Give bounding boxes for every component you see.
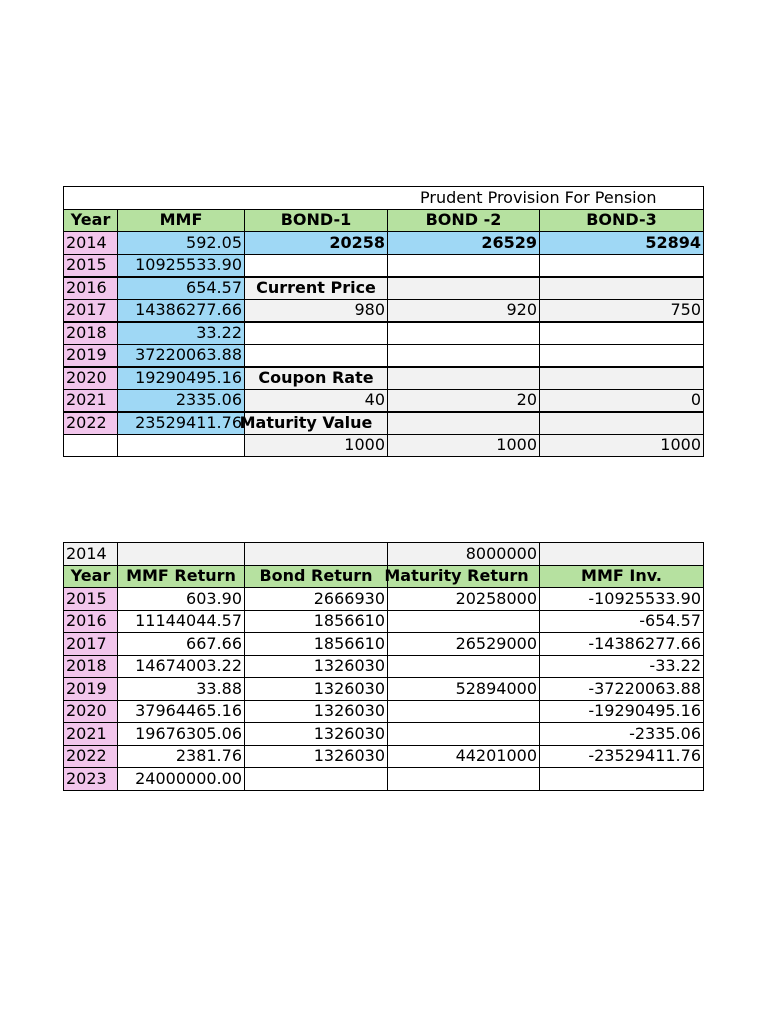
empty-cell[interactable]: [118, 434, 245, 457]
year-cell[interactable]: 2019: [64, 678, 118, 701]
bond-1-maturity-cell[interactable]: 1000: [245, 434, 388, 457]
mmf-return-cell[interactable]: 33.88: [118, 678, 245, 701]
header-bond-2[interactable]: BOND -2: [388, 209, 540, 232]
year-cell[interactable]: 2018: [64, 322, 118, 345]
table-row: [64, 655, 704, 678]
mmf-cell[interactable]: 37220063.88: [118, 344, 245, 367]
mmf-inv-cell[interactable]: -33.22: [540, 655, 704, 678]
table-row: [64, 277, 704, 300]
empty-cell[interactable]: [245, 543, 388, 566]
table-row: [64, 723, 704, 746]
empty-cell[interactable]: [540, 412, 704, 435]
table-row: [64, 412, 704, 435]
table-row: [64, 745, 704, 768]
mmf-inv-cell[interactable]: -654.57: [540, 610, 704, 633]
header-bond-3[interactable]: BOND-3: [540, 209, 704, 232]
year-cell[interactable]: 2021: [64, 723, 118, 746]
header-maturity-return-text: Maturity Return: [384, 566, 529, 586]
header-year[interactable]: Year: [64, 565, 118, 588]
header-mmf-inv[interactable]: MMF Inv.: [540, 565, 704, 588]
year-cell[interactable]: 2016: [64, 277, 118, 300]
header-bond-1[interactable]: BOND-1: [245, 209, 388, 232]
bond-2-coupon-cell[interactable]: 20: [388, 389, 540, 412]
table-row: [64, 434, 704, 457]
mmf-inv-cell[interactable]: -23529411.76: [540, 745, 704, 768]
header-mmf-return[interactable]: MMF Return: [118, 565, 245, 588]
mmf-cell[interactable]: 10925533.90: [118, 254, 245, 277]
maturity-return-cell[interactable]: [388, 700, 540, 723]
mmf-inv-cell[interactable]: -37220063.88: [540, 678, 704, 701]
bond-2-face-cell[interactable]: 26529: [388, 232, 540, 255]
table-row: [64, 610, 704, 633]
table-row: [64, 232, 704, 255]
empty-cell[interactable]: [388, 412, 540, 435]
bond-2-maturity-cell[interactable]: 1000: [388, 434, 540, 457]
mmf-return-cell[interactable]: 19676305.06: [118, 723, 245, 746]
bond-1-face-cell[interactable]: 20258: [245, 232, 388, 255]
table-row: [64, 367, 704, 390]
mmf-inv-cell[interactable]: -10925533.90: [540, 588, 704, 611]
bond-3-maturity-cell[interactable]: 1000: [540, 434, 704, 457]
pension-table: [63, 186, 701, 473]
mmf-inv-cell[interactable]: -2335.06: [540, 723, 704, 746]
maturity-return-cell[interactable]: 20258000: [388, 588, 540, 611]
empty-cell[interactable]: [540, 277, 704, 300]
year-cell[interactable]: 2017: [64, 299, 118, 322]
table-row: [64, 322, 704, 345]
bond-1-price-cell[interactable]: 980: [245, 299, 388, 322]
bond-1-coupon-cell[interactable]: 40: [245, 389, 388, 412]
year-cell[interactable]: 2014: [64, 543, 118, 566]
bond-return-cell[interactable]: 1326030: [245, 700, 388, 723]
mmf-inv-cell[interactable]: [540, 768, 704, 791]
maturity-return-cell[interactable]: [388, 723, 540, 746]
header-year[interactable]: Year: [64, 209, 118, 232]
mmf-return-cell[interactable]: 37964465.16: [118, 700, 245, 723]
table-row: [64, 254, 704, 277]
bond-3-price-cell[interactable]: 750: [540, 299, 704, 322]
empty-cell[interactable]: [118, 543, 245, 566]
table-row: [64, 700, 704, 723]
empty-cell[interactable]: [540, 254, 704, 277]
header-bond-return[interactable]: Bond Return: [245, 565, 388, 588]
maturity-value-label[interactable]: [239, 412, 388, 435]
year-cell[interactable]: 2018: [64, 655, 118, 678]
sheet-title[interactable]: Prudent Provision For Pension: [64, 187, 704, 210]
mmf-cell[interactable]: 14386277.66: [118, 299, 245, 322]
year-cell[interactable]: 2014: [64, 232, 118, 255]
mmf-cell[interactable]: 654.57: [118, 277, 245, 300]
table-row: [64, 543, 704, 566]
table-row: [64, 768, 704, 791]
mmf-return-cell[interactable]: 667.66: [118, 633, 245, 656]
empty-cell[interactable]: [245, 344, 388, 367]
mmf-inv-cell[interactable]: -19290495.16: [540, 700, 704, 723]
bond-return-cell[interactable]: 2666930: [245, 588, 388, 611]
returns-table: [63, 542, 701, 802]
bond-3-coupon-cell[interactable]: 0: [540, 389, 704, 412]
bond-return-cell[interactable]: 1856610: [245, 610, 388, 633]
mmf-cell[interactable]: 33.22: [118, 322, 245, 345]
header-mmf[interactable]: MMF: [118, 209, 245, 232]
current-price-label[interactable]: Current Price: [245, 277, 388, 300]
empty-cell[interactable]: [388, 254, 540, 277]
empty-cell[interactable]: [540, 543, 704, 566]
year-cell[interactable]: 2015: [64, 588, 118, 611]
bond-3-face-cell[interactable]: 52894: [540, 232, 704, 255]
table-row: [64, 344, 704, 367]
maturity-return-cell[interactable]: 26529000: [388, 633, 540, 656]
table-row: [64, 588, 704, 611]
mmf-return-cell[interactable]: 11144044.57: [118, 610, 245, 633]
empty-cell[interactable]: [388, 344, 540, 367]
table-row: [64, 299, 704, 322]
year-cell[interactable]: 2016: [64, 610, 118, 633]
year-cell[interactable]: 2019: [64, 344, 118, 367]
header-maturity-return[interactable]: [384, 565, 540, 588]
bond-return-cell[interactable]: 1326030: [245, 655, 388, 678]
bond-return-cell[interactable]: 1326030: [245, 723, 388, 746]
empty-cell[interactable]: [245, 254, 388, 277]
header-row: [64, 209, 704, 232]
empty-cell[interactable]: [388, 322, 540, 345]
year-cell[interactable]: 2020: [64, 700, 118, 723]
year-cell[interactable]: 2022: [64, 412, 118, 435]
bond-return-cell[interactable]: 1326030: [245, 678, 388, 701]
bond-2-price-cell[interactable]: 920: [388, 299, 540, 322]
year-cell[interactable]: 2022: [64, 745, 118, 768]
table-row: [64, 389, 704, 412]
empty-cell[interactable]: [388, 367, 540, 390]
year-cell[interactable]: 2021: [64, 389, 118, 412]
empty-cell[interactable]: [540, 367, 704, 390]
empty-cell[interactable]: [245, 322, 388, 345]
year-cell[interactable]: 2020: [64, 367, 118, 390]
mmf-return-cell[interactable]: 603.90: [118, 588, 245, 611]
mmf-cell[interactable]: 19290495.16: [118, 367, 245, 390]
mmf-cell[interactable]: 592.05: [118, 232, 245, 255]
mmf-return-cell[interactable]: 2381.76: [118, 745, 245, 768]
mmf-cell[interactable]: 2335.06: [118, 389, 245, 412]
mmf-cell[interactable]: 23529411.76: [118, 412, 245, 435]
empty-cell[interactable]: [388, 277, 540, 300]
mmf-return-cell[interactable]: 14674003.22: [118, 655, 245, 678]
empty-cell[interactable]: [540, 322, 704, 345]
maturity-return-cell[interactable]: [388, 610, 540, 633]
table-row: [64, 678, 704, 701]
year-cell[interactable]: 2017: [64, 633, 118, 656]
maturity-value-label-text: Maturity Value: [239, 413, 373, 432]
year-cell[interactable]: 2015: [64, 254, 118, 277]
mmf-inv-cell[interactable]: -14386277.66: [540, 633, 704, 656]
maturity-return-cell[interactable]: [388, 655, 540, 678]
maturity-return-cell[interactable]: 44201000: [388, 745, 540, 768]
empty-cell[interactable]: [540, 344, 704, 367]
empty-cell[interactable]: [64, 434, 118, 457]
bond-return-cell[interactable]: [245, 768, 388, 791]
year-cell[interactable]: 2023: [64, 768, 118, 791]
bond-return-cell[interactable]: 1856610: [245, 633, 388, 656]
header-row: [64, 565, 704, 588]
coupon-rate-label[interactable]: Coupon Rate: [245, 367, 388, 390]
initial-maturity-cell[interactable]: 8000000: [388, 543, 540, 566]
table-row: [64, 633, 704, 656]
maturity-return-cell[interactable]: [388, 768, 540, 791]
bond-return-cell[interactable]: 1326030: [245, 745, 388, 768]
mmf-return-cell[interactable]: 24000000.00: [118, 768, 245, 791]
maturity-return-cell[interactable]: 52894000: [388, 678, 540, 701]
